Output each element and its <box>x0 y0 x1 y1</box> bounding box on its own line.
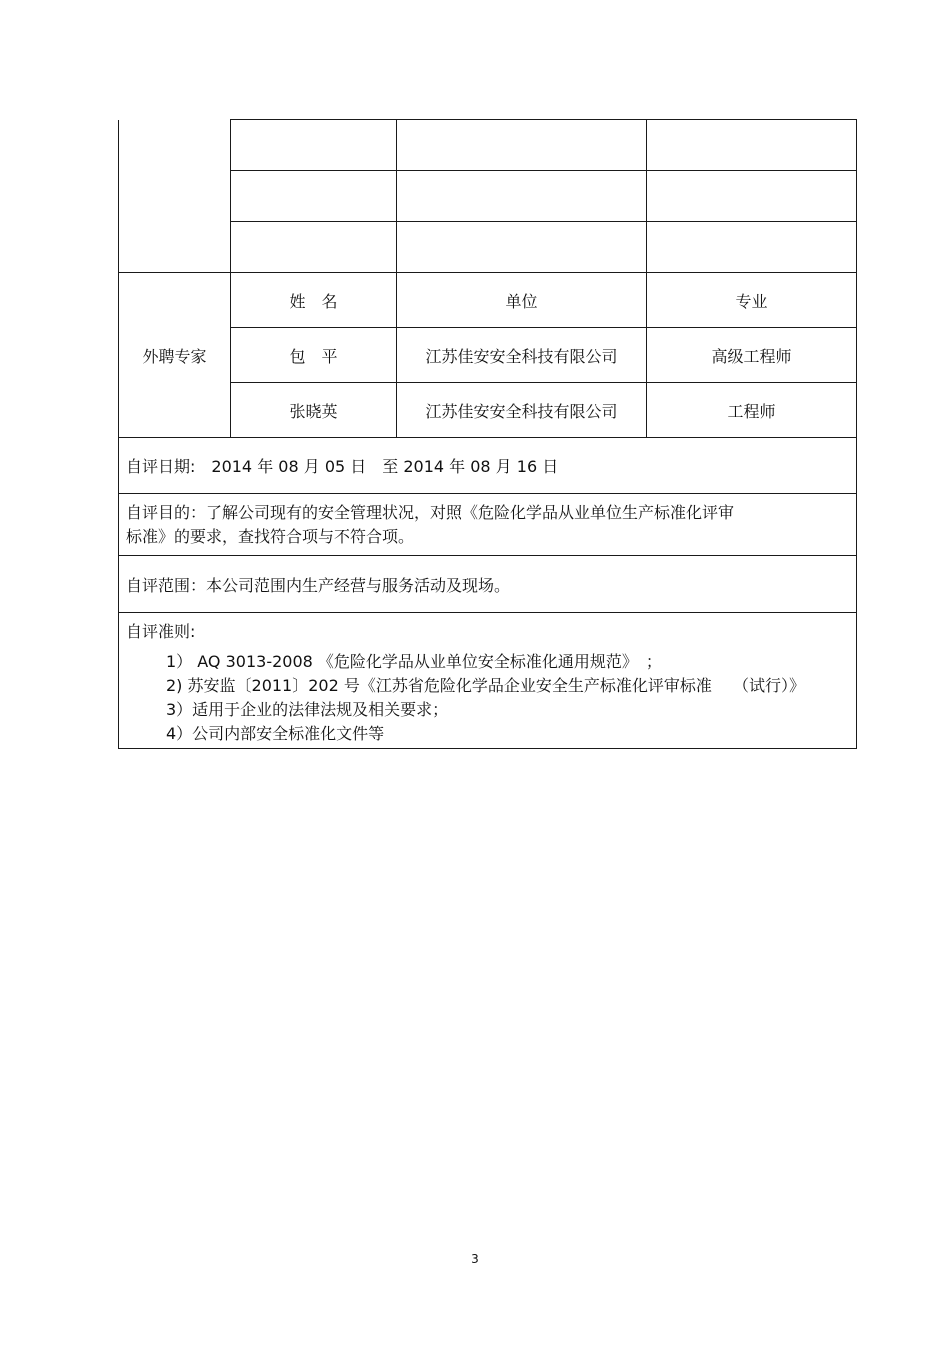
assessment-date-row <box>119 438 857 494</box>
blank-cell <box>397 171 647 222</box>
expert-unit: 江苏佳安安全科技有限公司 <box>397 328 647 383</box>
header-name: 姓 名 <box>231 273 397 328</box>
blank-cell <box>397 222 647 273</box>
assessment-scope: 自评范围：本公司范围内生产经营与服务活动及现场。 <box>119 556 857 613</box>
blank-cell <box>647 171 857 222</box>
assessment-purpose-row <box>119 494 857 556</box>
expert-unit: 江苏佳安安全科技有限公司 <box>397 383 647 438</box>
expert-name: 张晓英 <box>231 383 397 438</box>
expert-label-cell: 外聘专家 <box>119 273 231 438</box>
blank-cell <box>397 120 647 171</box>
expert-specialty: 工程师 <box>647 383 857 438</box>
blank-cell <box>231 222 397 273</box>
assessment-criteria-row <box>119 613 857 749</box>
header-unit: 单位 <box>397 273 647 328</box>
criteria-title: 自评准则: <box>126 622 196 641</box>
page-number: 3 <box>471 1252 479 1266</box>
assessment-criteria-cell <box>119 613 857 749</box>
blank-cell <box>231 120 397 171</box>
assessment-date: 自评日期: 2014 年 08 月 05 日 至 2014 年 08 月 16 日 <box>119 438 857 494</box>
blank-cell <box>647 222 857 273</box>
expert-specialty: 高级工程师 <box>647 328 857 383</box>
header-specialty: 专业 <box>647 273 857 328</box>
criteria-item: 3）适用于企业的法律法规及相关要求； <box>166 700 449 719</box>
criteria-item: 2) 苏安监〔2011〕202 号《江苏省危险化学品企业安全生产标准化评审标准 （试行）》 <box>166 676 805 695</box>
blank-cell <box>647 120 857 171</box>
assessment-purpose-line: 自评目的：了解公司现有的安全管理状况，对照《危险化学品从业单位生产标准化评审 <box>126 502 735 522</box>
blank-cell <box>231 171 397 222</box>
expert-name: 包 平 <box>231 328 397 383</box>
self-assessment-table <box>118 119 857 749</box>
expert-header-row <box>119 273 857 328</box>
assessment-scope-row <box>119 556 857 613</box>
assessment-purpose-line: 标准》的要求，查找符合项与不符合项。 <box>126 526 415 546</box>
continued-label-cell <box>119 120 231 273</box>
assessment-purpose-cell <box>119 494 857 556</box>
criteria-item: 1） AQ 3013-2008 《危险化学品从业单位安全标准化通用规范》 ； <box>166 652 662 671</box>
blank-row <box>119 120 857 171</box>
criteria-item: 4）公司内部安全标准化文件等 <box>166 724 385 743</box>
